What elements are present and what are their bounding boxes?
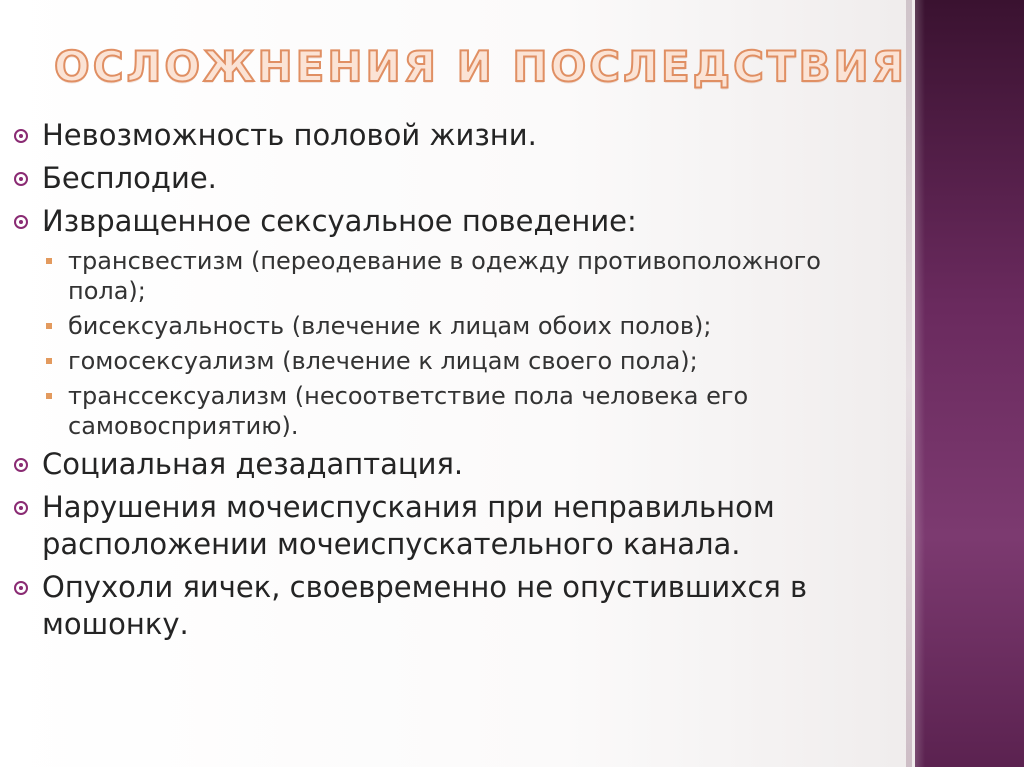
sub-list-item <box>8 346 838 376</box>
slide-title: ОСЛОЖНЕНИЯ И ПОСЛЕДСТВИЯ <box>54 42 908 91</box>
list-item-text: Невозможность половой жизни. <box>42 118 537 152</box>
sub-list-item-text: гомосексуализм (влечение к лицам своего пола); <box>68 347 698 375</box>
main-list-continued <box>8 446 838 643</box>
list-item <box>8 446 838 483</box>
decorative-side-panel <box>915 0 1024 767</box>
list-item-text: Опухоли яичек, своевременно не опустившихся в мошонку. <box>42 570 808 641</box>
slide-content <box>8 117 838 649</box>
main-list <box>8 117 838 240</box>
sub-list-item-text: бисексуальность (влечение к лицам обоих полов); <box>68 312 712 340</box>
list-item-text: Нарушения мочеиспускания при неправильном расположении мочеиспускательного канала. <box>42 490 775 561</box>
square-bullet-icon <box>46 393 52 399</box>
list-item-text: Бесплодие. <box>42 161 217 195</box>
list-item <box>8 489 838 563</box>
circle-dot-icon <box>14 215 28 229</box>
circle-dot-icon <box>14 458 28 472</box>
circle-dot-icon <box>14 501 28 515</box>
decorative-stripe <box>906 0 912 767</box>
sub-list-item <box>8 381 838 441</box>
square-bullet-icon <box>46 323 52 329</box>
square-bullet-icon <box>46 258 52 264</box>
sub-list-item-text: транссексуализм (несоответствие пола человека его самовосприятию). <box>68 382 749 440</box>
circle-dot-icon <box>14 129 28 143</box>
list-item <box>8 203 838 240</box>
list-item <box>8 117 838 154</box>
list-item-text: Социальная дезадаптация. <box>42 447 464 481</box>
circle-dot-icon <box>14 172 28 186</box>
square-bullet-icon <box>46 358 52 364</box>
sub-list-item <box>8 246 838 306</box>
list-item <box>8 569 838 643</box>
circle-dot-icon <box>14 581 28 595</box>
list-item-text: Извращенное сексуальное поведение: <box>42 204 637 238</box>
list-item <box>8 160 838 197</box>
sub-list-item-text: трансвестизм (переодевание в одежду противоположного пола); <box>68 247 821 305</box>
sub-list <box>8 246 838 441</box>
sub-list-item <box>8 311 838 341</box>
